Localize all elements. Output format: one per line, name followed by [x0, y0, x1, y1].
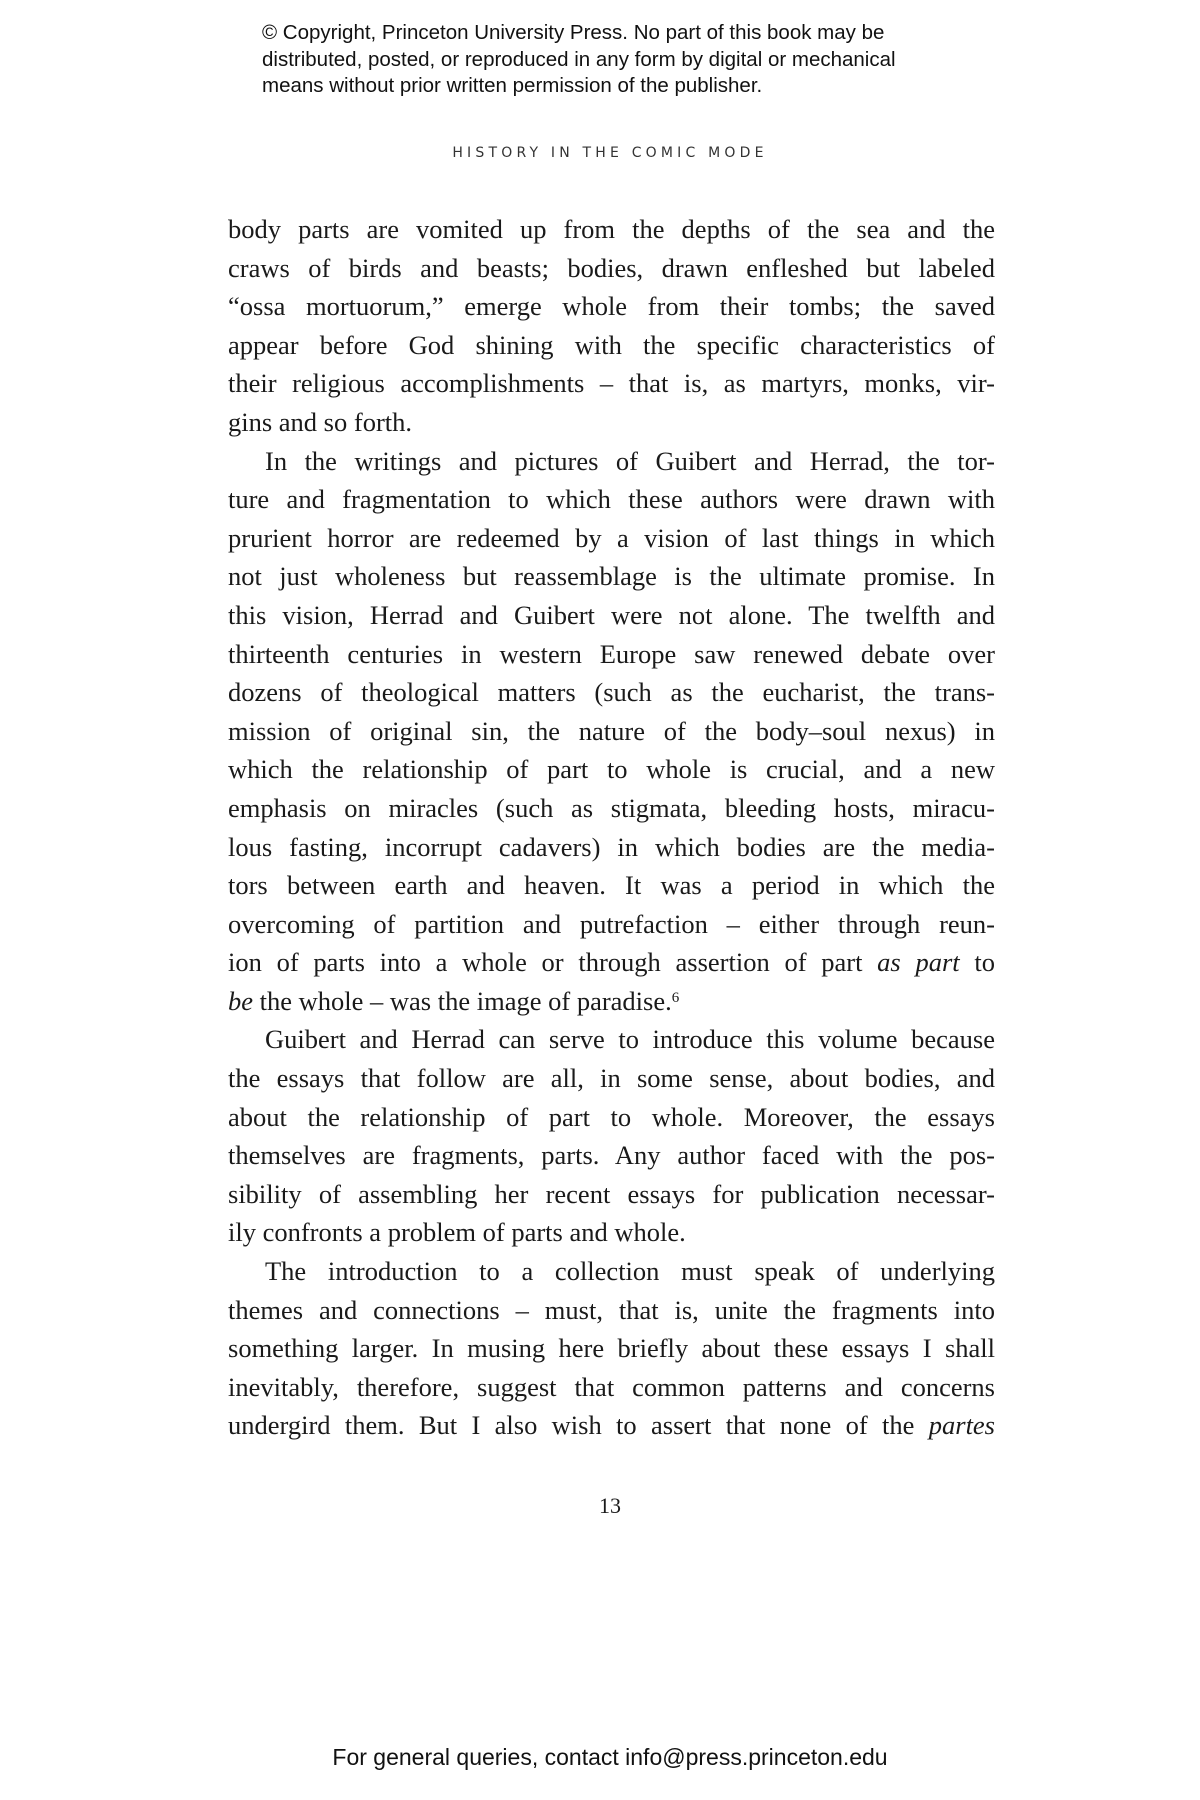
- text-segment: lous fasting, incorrupt cadavers) in which bodies are the media-: [228, 831, 995, 862]
- text-segment: The introduction to a collection must speak of underlying: [265, 1256, 995, 1287]
- italic-text: be: [228, 985, 254, 1016]
- text-line: [228, 1406, 995, 1445]
- text-segment: gins and so forth.: [228, 406, 413, 437]
- text-segment: Guibert and Herrad can serve to introduce this volume because: [265, 1024, 995, 1055]
- text-line: [228, 1059, 995, 1098]
- text-segment: emphasis on miracles (such as stigmata, bleeding hosts, miracu-: [228, 792, 995, 823]
- text-line: [228, 1213, 995, 1252]
- text-line: [228, 1136, 995, 1175]
- copyright-line: means without prior written permission of the publisher.: [262, 74, 763, 97]
- copyright-line: © Copyright, Princeton University Press. No part of this book may be: [262, 21, 885, 44]
- body-text: [228, 210, 995, 1445]
- text-segment: dozens of theological matters (such as the eucharist, the trans-: [228, 677, 995, 708]
- footer-contact: For general queries, contact info@press.princeton.edu: [332, 1744, 888, 1770]
- running-head: HISTORY IN THE COMIC MODE: [452, 145, 768, 161]
- text-line: [228, 1291, 995, 1330]
- text-line: [228, 635, 995, 674]
- text-segment: this vision, Herrad and Guibert were not alone. The twelfth and: [228, 599, 995, 630]
- text-line: [228, 596, 995, 635]
- text-line: [228, 1368, 995, 1407]
- text-segment: the essays that follow are all, in some sense, about bodies, and: [228, 1063, 995, 1094]
- text-line: [228, 519, 995, 558]
- text-segment: themes and connections – must, that is, unite the fragments into: [228, 1294, 995, 1325]
- text-segment: In the writings and pictures of Guibert and Herrad, the tor-: [265, 445, 995, 476]
- text-line: [228, 403, 995, 442]
- text-segment: themselves are fragments, parts. Any author faced with the pos-: [228, 1140, 995, 1171]
- text-segment: ily confronts a problem of parts and whole.: [228, 1217, 686, 1248]
- text-line: [228, 1020, 995, 1059]
- text-segment: undergird them. But I also wish to assert that none of the: [228, 1410, 929, 1441]
- text-segment: mission of original sin, the nature of the body–soul nexus) in: [228, 715, 995, 746]
- text-segment: not just wholeness but reassemblage is the ultimate promise. In: [228, 561, 995, 592]
- footnote-marker: 6: [671, 989, 680, 1006]
- text-line: [228, 442, 995, 481]
- text-segment: body parts are vomited up from the depths of the sea and the: [228, 214, 995, 244]
- text-segment: the whole – was the image of paradise.: [253, 985, 672, 1016]
- text-segment: ion of parts into a whole or through assertion of part: [228, 947, 878, 978]
- italic-text: partes: [928, 1410, 995, 1441]
- copyright-notice: [262, 20, 982, 100]
- text-segment: their religious accomplishments – that is, as martyrs, monks, vir-: [228, 368, 995, 399]
- text-segment: “ossa mortuorum,” emerge whole from their tombs; the saved: [228, 291, 995, 322]
- text-line: [228, 1329, 995, 1368]
- page-number: 13: [599, 1493, 621, 1518]
- text-segment: craws of birds and beasts; bodies, drawn enfleshed but labeled: [228, 252, 995, 283]
- text-segment: to: [959, 947, 995, 978]
- text-line: [228, 673, 995, 712]
- text-segment: which the relationship of part to whole is crucial, and a new: [228, 754, 995, 785]
- text-line: [228, 287, 995, 326]
- text-segment: tors between earth and heaven. It was a period in which the: [228, 870, 995, 901]
- copyright-line: distributed, posted, or reproduced in any form by digital or mechanical: [262, 47, 896, 71]
- text-line: [228, 866, 995, 905]
- text-segment: overcoming of partition and putrefaction – either through reun-: [228, 908, 995, 939]
- text-segment: prurient horror are redeemed by a vision of last things in which: [228, 522, 995, 553]
- text-line: [228, 1098, 995, 1137]
- text-line: [228, 364, 995, 403]
- text-segment: sibility of assembling her recent essays for publication necessar-: [228, 1178, 995, 1209]
- text-line: [228, 210, 995, 249]
- text-line: [228, 828, 995, 867]
- text-segment: about the relationship of part to whole. Moreover, the essays: [228, 1101, 995, 1132]
- italic-text: as part: [877, 947, 960, 978]
- text-line: [228, 789, 995, 828]
- text-line: [228, 943, 995, 982]
- text-line: [228, 557, 995, 596]
- text-line: [228, 249, 995, 288]
- text-line: [228, 982, 995, 1021]
- text-line: [228, 1252, 995, 1291]
- text-line: [228, 750, 995, 789]
- text-line: [228, 905, 995, 944]
- text-segment: appear before God shining with the specific characteristics of: [228, 329, 995, 360]
- text-line: [228, 712, 995, 751]
- text-segment: thirteenth centuries in western Europe saw renewed debate over: [228, 638, 995, 669]
- text-line: [228, 326, 995, 365]
- text-segment: ture and fragmentation to which these authors were drawn with: [228, 484, 995, 515]
- text-segment: something larger. In musing here briefly about these essays I shall: [228, 1333, 995, 1364]
- text-segment: inevitably, therefore, suggest that common patterns and concerns: [228, 1371, 995, 1402]
- text-line: [228, 480, 995, 519]
- text-line: [228, 1175, 995, 1214]
